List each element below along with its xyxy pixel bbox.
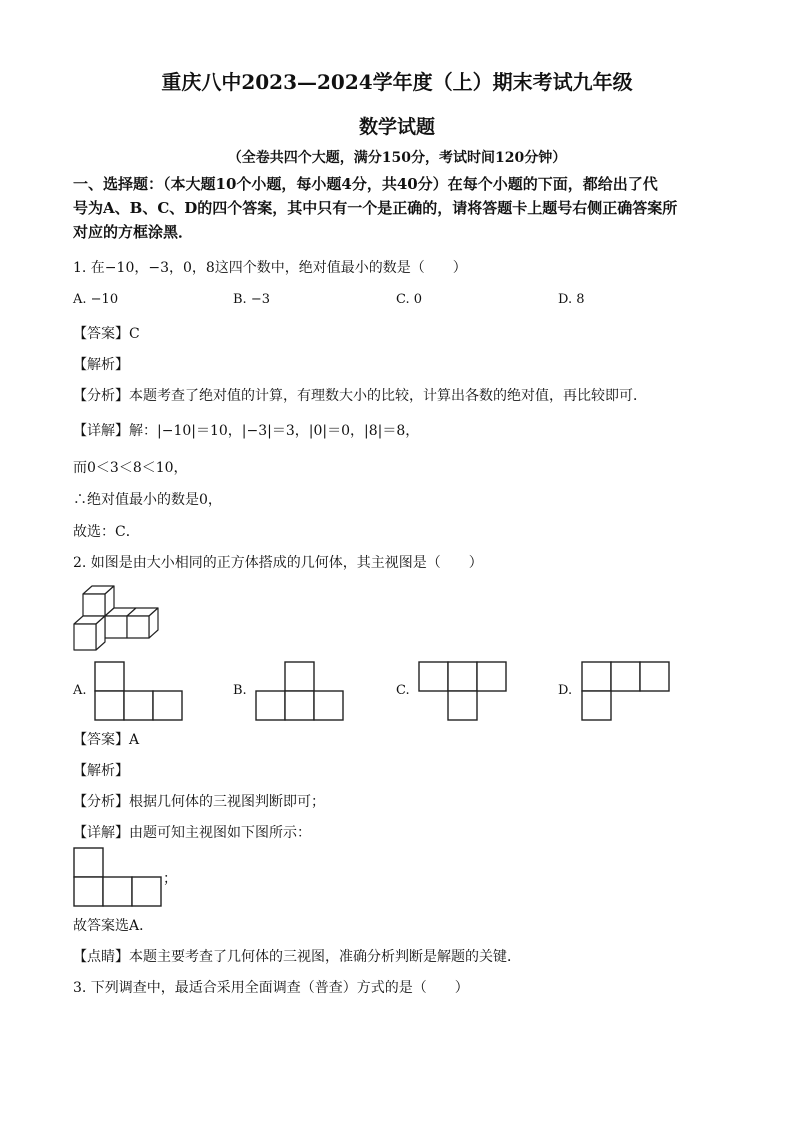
q2-option-a-label: A.: [73, 683, 87, 698]
q2-comment: 【点睛】本题主要考查了几何体的三视图，准确分析判断是解题的关键．: [73, 949, 521, 965]
q2-jiexi: 【解析】: [73, 763, 129, 779]
exam-note: （全卷共四个大题，满分150分，考试时间120分钟）: [227, 150, 567, 166]
q2-option-b-label: B.: [233, 683, 247, 698]
q1-analysis: 【分析】本题考查了绝对值的计算，有理数大小的比较，计算出各数的绝对值，再比较即可．: [73, 388, 647, 404]
q1-option-d: D. 8: [558, 292, 585, 307]
q1-option-c: C. 0: [396, 292, 423, 307]
cube-front-face: [127, 616, 149, 638]
q2-conclusion: 故答案选A．: [73, 918, 154, 934]
q1-option-b: B. −3: [233, 292, 270, 307]
q2-answer: 【答案】A: [73, 732, 140, 748]
q2-option-c-label: C.: [396, 683, 410, 698]
q2-cube-figure: [70, 580, 170, 654]
q2-option-a-figure: [93, 660, 185, 722]
q2-stem: 2. 如图是由大小相同的正方体搭成的几何体，其主视图是（ ）: [73, 555, 483, 571]
q1-stem: 1. 在−10，−3，0，8这四个数中，绝对值最小的数是（ ）: [73, 260, 467, 276]
section-instruction-line2: 号为A、B、C、D的四个答案，其中只有一个是正确的，请将答题卡上题号右侧正确答案所: [73, 199, 678, 217]
cube-front-face: [74, 624, 96, 650]
q2-option-b-figure: [254, 660, 346, 722]
q2-detail: 【详解】由题可知主视图如下图所示：: [73, 825, 311, 841]
q2-option-d-figure: [580, 660, 672, 722]
q1-step2: 而0＜3＜8＜10，: [73, 460, 188, 476]
q1-step3: ∴绝对值最小的数是0，: [73, 492, 222, 508]
exam-title: 重庆八中2023—2024学年度（上）期末考试九年级: [161, 70, 633, 94]
q2-analysis: 【分析】根据几何体的三视图判断即可；: [73, 794, 325, 810]
section-instruction-line3: 对应的方框涂黑．: [73, 223, 194, 241]
section-instruction-line1: 一、选择题：（本大题10个小题，每小题4分，共40分）在每个小题的下面，都给出了代: [73, 175, 658, 193]
q3-stem: 3. 下列调查中，最适合采用全面调查（普查）方式的是（ ）: [73, 980, 469, 996]
cube-front-face: [83, 594, 105, 616]
q1-jiexi: 【解析】: [73, 357, 129, 373]
q1-answer: 【答案】C: [73, 326, 140, 342]
q1-conclusion: 故选：C．: [73, 524, 140, 540]
q2-option-d-label: D.: [558, 683, 573, 698]
exam-subject: 数学试题: [358, 116, 435, 138]
q2-option-c-figure: [417, 660, 509, 722]
cube-front-face: [105, 616, 127, 638]
q2-figure-semicolon: ；: [163, 871, 177, 887]
q2-front-view-figure: [72, 846, 164, 908]
q1-detail: 【详解】解：|−10|＝10，|−3|＝3，|0|＝0，|8|＝8，: [73, 423, 420, 439]
q1-option-a: A. −10: [73, 292, 119, 307]
